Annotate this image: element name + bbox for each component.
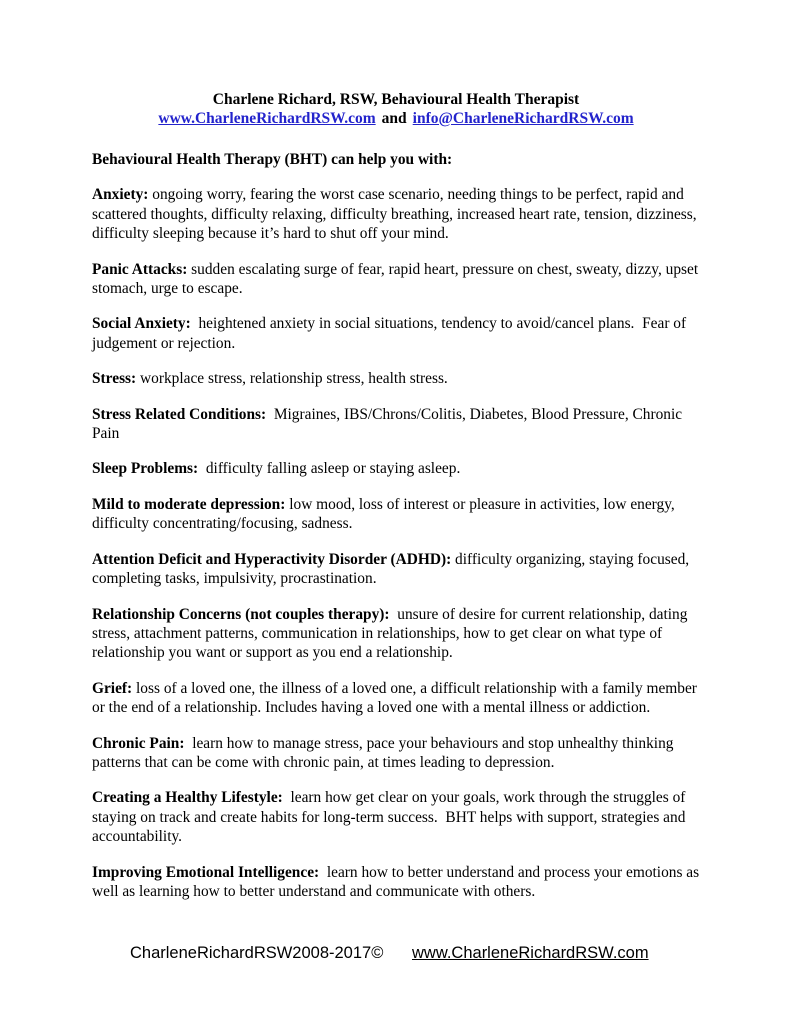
section-body: learn how to better understand and process your emotions as well as learning how to better understand and communicate with others. bbox=[92, 863, 703, 900]
section-paragraph bbox=[92, 459, 700, 478]
email-link[interactable]: info@CharleneRichardRSW.com bbox=[412, 110, 634, 127]
section-body: workplace stress, relationship stress, health stress. bbox=[136, 370, 448, 388]
section-body: difficulty falling asleep or staying asleep. bbox=[198, 460, 461, 478]
section-label: Panic Attacks: bbox=[92, 260, 188, 278]
section-body: heightened anxiety in social situations, tendency to avoid/cancel plans. Fear of judgement or rejection. bbox=[92, 315, 690, 352]
section-label: Relationship Concerns (not couples therapy): bbox=[92, 605, 390, 623]
section-paragraph bbox=[92, 405, 700, 444]
section-paragraph bbox=[92, 260, 700, 299]
section-label: Stress: bbox=[92, 370, 137, 388]
section-paragraph bbox=[92, 863, 703, 902]
section-body: ongoing worry, fearing the worst case scenario, needing things to be perfect, rapid and scattered thoughts, difficulty relaxing, difficulty breathing, increased heart rate, tension, dizziness, difficulty sleeping because it’s hard to shut off your mind. bbox=[92, 186, 701, 243]
section-paragraph bbox=[92, 605, 700, 663]
section-body: difficulty organizing, staying focused, completing tasks, impulsivity, procrastination. bbox=[92, 550, 694, 588]
section-body: Migraines, IBS/Chrons/Colitis, Diabetes, Blood Pressure, Chronic Pain bbox=[92, 405, 686, 443]
sections-list bbox=[92, 185, 703, 901]
section-paragraph bbox=[92, 734, 700, 773]
intro-heading: Behavioural Health Therapy (BHT) can help you with: bbox=[92, 151, 453, 168]
section-label: Social Anxiety: bbox=[92, 315, 191, 333]
section-label: Attention Deficit and Hyperactivity Disorder (ADHD): bbox=[92, 550, 452, 568]
copyright-text: CharleneRichardRSW2008-2017© bbox=[130, 944, 384, 962]
section-label: Anxiety: bbox=[92, 186, 149, 204]
header-links bbox=[92, 109, 700, 128]
section-label: Improving Emotional Intelligence: bbox=[92, 863, 320, 881]
section-body: sudden escalating surge of fear, rapid heart, pressure on chest, sweaty, dizzy, upset stomach, urge to escape. bbox=[92, 260, 702, 298]
section-body: low mood, loss of interest or pleasure in activities, low energy, difficulty concentrating/focusing, sadness. bbox=[92, 495, 679, 533]
section-paragraph bbox=[92, 495, 700, 534]
section-label: Mild to moderate depression: bbox=[92, 495, 286, 513]
footer-website-link[interactable]: www.CharleneRichardRSW.com bbox=[412, 944, 649, 962]
section-paragraph bbox=[92, 550, 700, 589]
document-footer bbox=[0, 944, 791, 974]
section-label: Grief: bbox=[92, 679, 133, 697]
section-paragraph bbox=[92, 314, 700, 353]
document-header bbox=[92, 90, 700, 128]
page-title: Charlene Richard, RSW, Behavioural Health Therapist bbox=[212, 91, 580, 108]
section-label: Creating a Healthy Lifestyle: bbox=[92, 789, 283, 807]
section-paragraph bbox=[92, 369, 700, 388]
section-label: Stress Related Conditions: bbox=[92, 405, 267, 423]
section-paragraph bbox=[92, 679, 700, 718]
section-body: learn how get clear on your goals, work through the struggles of staying on track and create habits for long-term success. BHT helps with support, strategies and accountability. bbox=[92, 789, 690, 846]
link-connector: and bbox=[381, 110, 407, 127]
section-body: unsure of desire for current relationship, dating stress, attachment patterns, communication in relationships, how to get clear on what type of relationship you want or support as you end a relationship. bbox=[92, 605, 692, 662]
website-link[interactable]: www.CharleneRichardRSW.com bbox=[158, 110, 376, 127]
section-label: Chronic Pain: bbox=[92, 734, 185, 752]
section-body: learn how to manage stress, pace your behaviours and stop unhealthy thinking patterns that can be come with chronic pain, at times leading to depression. bbox=[92, 734, 678, 771]
section-label: Sleep Problems: bbox=[92, 460, 199, 478]
section-body: loss of a loved one, the illness of a loved one, a difficult relationship with a family member or the end of a relationship. Includes having a loved one with a mental illness or addiction. bbox=[92, 679, 701, 717]
section-paragraph bbox=[92, 185, 700, 243]
section-paragraph bbox=[92, 788, 700, 846]
